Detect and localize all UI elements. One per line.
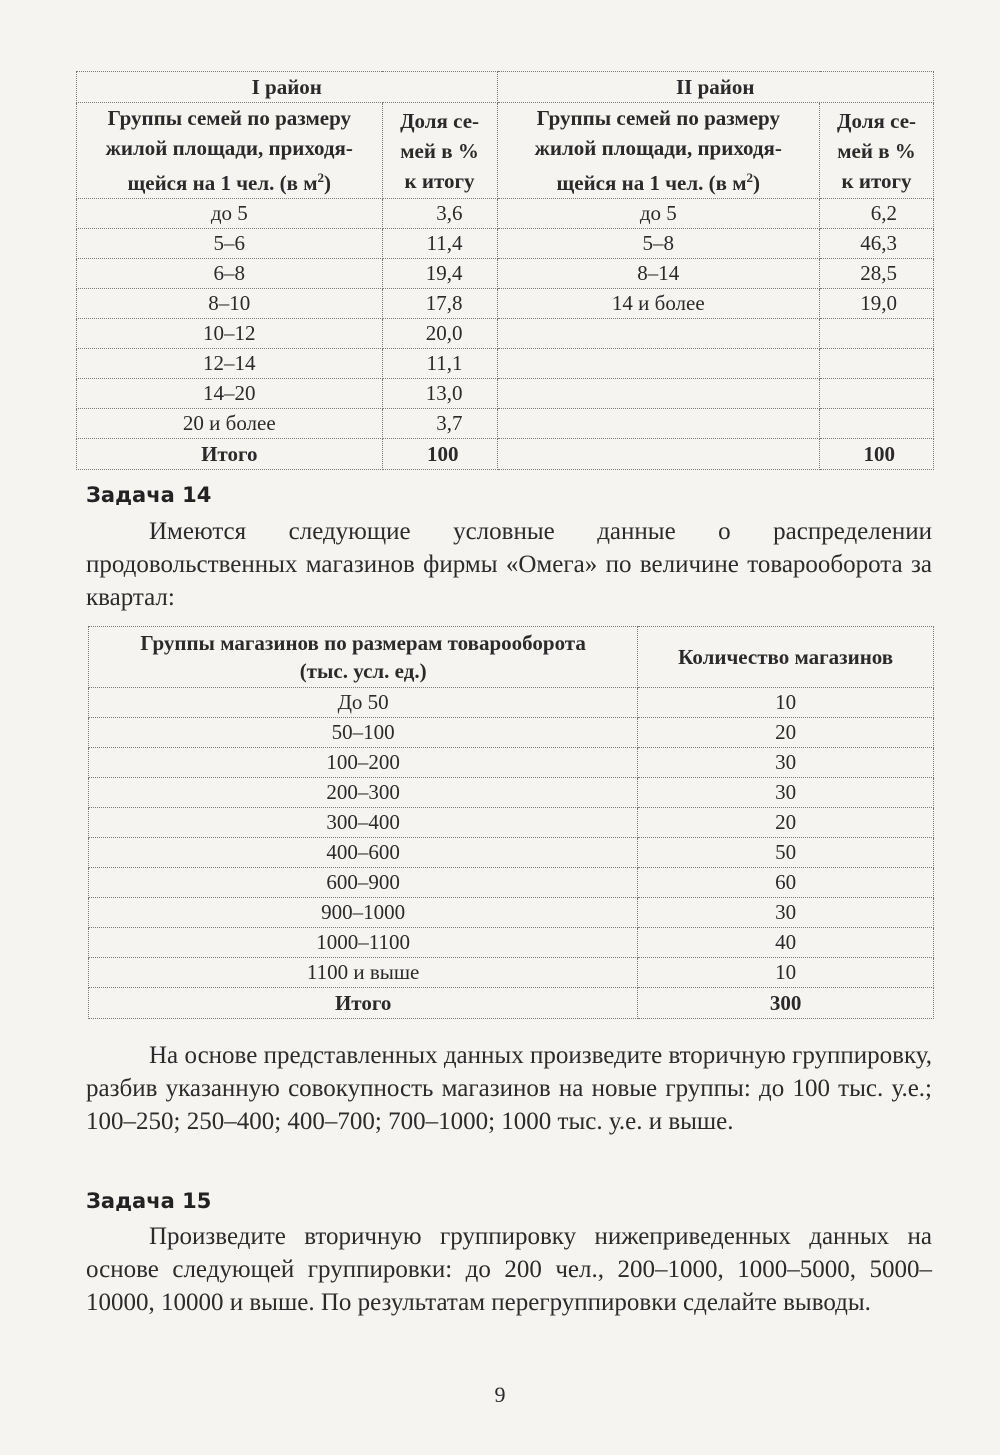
table-row: 100–200 30 (89, 748, 934, 778)
table-total-row: Итого 100 100 (77, 439, 934, 470)
store-count-header: Количество магазинов (638, 627, 934, 688)
group-column-header-2: Группы семей по размеру жилой площади, приходя- щейся на 1 чел. (в $м^2$) (497, 103, 820, 199)
table-row: 50–100 20 (89, 718, 934, 748)
table-row: 12–14 11,1 (77, 349, 934, 379)
stores-turnover-table (88, 626, 934, 1019)
table-header-columns (77, 103, 934, 199)
table-row: 400–600 50 (89, 838, 934, 868)
district-1-header: I район (77, 72, 498, 103)
task-15-text: Произведите вторичную группировку нижеприведенных данных на основе следующей группировки: до 200 чел., 200–1000, 1000–5000, 5000–10000, 10000 и выше. По результатам перегруппировки сделайте выводы. (86, 1223, 932, 1316)
share-column-header-1: Доля се- мей в % к итогу (382, 103, 497, 199)
turnover-groups-header: Группы магазинов по размерам товарооборота (тыс. усл. ед.) (89, 627, 638, 688)
table-row: 1100 и выше 10 (89, 958, 934, 988)
task-14-intro: Имеются следующие условные данные о распределении продовольственных магазинов фирмы «Омега» по величине товарооборота за квартал: (86, 518, 932, 611)
share-column-header-2: Доля се- мей в % к итогу (820, 103, 934, 199)
table-row: 8–10 17,8 14 и более 19,0 (77, 289, 934, 319)
table-row: 6–8 19,4 8–14 28,5 (77, 259, 934, 289)
table-header-districts (77, 72, 934, 103)
table-row: 5–6 11,4 5–8 46,3 (77, 229, 934, 259)
task-14-instructions: На основе представленных данных произведите вторичную группировку, разбив указанную совокупность магазинов на новые группы: до 100 тыс. у.е.; 100–250; 250–400; 400–700; 700–1000; 1000 тыс. у.е. и выше. (86, 1042, 932, 1135)
table-total-row: Итого 300 (89, 988, 934, 1019)
table-row: 14–20 13,0 (77, 379, 934, 409)
table-row: 900–1000 30 (89, 898, 934, 928)
table-row: 300–400 20 (89, 808, 934, 838)
table-row: 20 и более 3,7 (77, 409, 934, 439)
table-row: до 5 3,6 до 5 6,2 (77, 199, 934, 229)
table-row: 200–300 30 (89, 778, 934, 808)
task-14-heading: Задача 14 (86, 483, 212, 507)
table-row: 600–900 60 (89, 868, 934, 898)
group-column-header-1: Группы семей по размеру жилой площади, приходя- щейся на 1 чел. (в $м^2$) (77, 103, 383, 199)
housing-distribution-table (76, 71, 934, 470)
table-row: 1000–1100 40 (89, 928, 934, 958)
task-15-heading: Задача 15 (86, 1189, 212, 1213)
table-header (89, 627, 934, 688)
table-row: 10–12 20,0 (77, 319, 934, 349)
page-number: 9 (494, 1382, 506, 1407)
district-2-header: II район (497, 72, 934, 103)
table-row: До 50 10 (89, 688, 934, 718)
